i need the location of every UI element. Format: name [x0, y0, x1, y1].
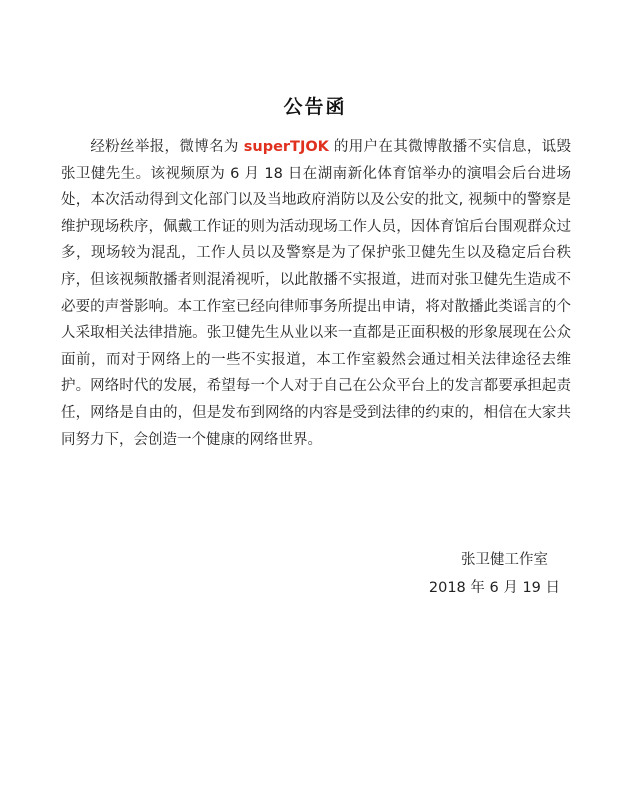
highlighted-username: superTJOK [243, 139, 329, 155]
body-text-main: 的用户在其微博散播不实信息，诋毁张卫健先生。该视频原为 6 月 18 日在湖南新化体育馆举办的演唱会后台进场处，本次活动得到文化部门以及当地政府消防以及公安的批文, 视频中的警察是维护现场秩序，佩戴工作证的则为活动现场工作人员，因体育馆后台围观群众过多，现场较为混乱，工作人员以及警察是为了保护张卫健先生以及稳定后台秩序，但该视频散播者则混淆视听，以此散播不实报道，进而对张卫健先生造成不必要的声誉影响。本工作室已经向律师事务所提出申请，将对散播此类谣言的个人采取相关法律措施。张卫健先生从业以来一直都是正面积极的形象展现在公众面前，而对于网络上的一些不实报道，本工作室毅然会通过相关法律途径去维护。网络时代的发展，希望每一个人对于自己在公众平台上的发言都要承担起责任，网络是自由的，但是发布到网络的内容是受到法律的约束的，相信在大家共同努力下，会创造一个健康的网络世界。 [61, 139, 572, 448]
body-text-intro: 经粉丝举报，微博名为 [90, 139, 244, 155]
signature-date: 2018 年 6 月 19 日 [428, 580, 560, 596]
signature-name: 张卫健工作室 [461, 552, 548, 568]
document-title: 公告函 [283, 96, 347, 118]
announcement-body [61, 134, 571, 453]
signature-block [360, 546, 560, 602]
